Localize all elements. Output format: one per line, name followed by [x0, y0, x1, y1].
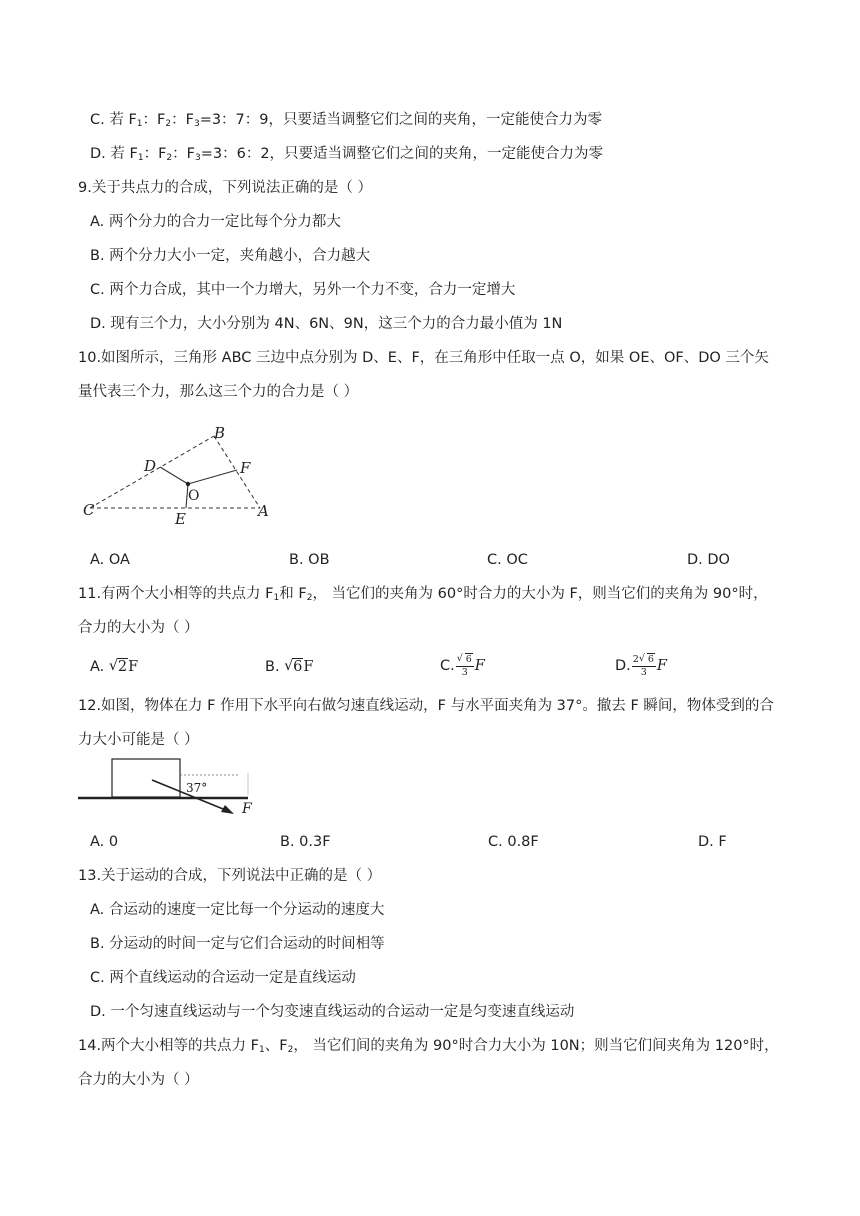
q12-option-a: A. 0: [90, 834, 119, 850]
q11-stem-line1: 11.有两个大小相等的共点力 $F_1$和 $F_2$， 当它们的夹角为 60°时合力的大小为 F，则当它们的夹角为 90°时，: [78, 586, 768, 603]
q10-option-b: B. OB: [289, 552, 330, 568]
force-label: F: [242, 801, 252, 817]
q10-stem-line1: 10.如图所示，三角形 ABC 三边中点分别为 D、E、F，在三角形中任取一点 O，如果 OE、OF、DO 三个矢: [78, 350, 769, 366]
label-o: O: [188, 488, 200, 504]
block-force-figure: [78, 755, 268, 825]
q11-option-b: B. √ 6F: [265, 657, 313, 677]
q8-option-d: D. 若 $F_1$：$F_2$：$F_3=3$：6：2，只要适当调整它们之间的夹角，一定能使合力为零: [90, 146, 604, 163]
q13-stem: 13.关于运动的合成，下列说法中正确的是（ ）: [78, 868, 382, 884]
q14-stem-line1: 14.两个大小相等的共点力 $F_1$、$F_2$， 当它们间的夹角为 90°时合力大小为 10N；则当它们间夹角为 120°时，: [78, 1038, 779, 1055]
label-f: F: [240, 459, 251, 477]
q11-option-a: A. √ 2F: [90, 657, 138, 677]
q12-option-c: C. 0.8F: [488, 834, 539, 850]
q12-stem-line2: 力大小可能是（ ）: [78, 732, 199, 748]
q8-option-c: C. 若 $F_1$：$F_2$：$F_3=3$：7：9，只要适当调整它们之间的夹角，一定能使合力为零: [90, 112, 603, 129]
q13-option-c: C. 两个直线运动的合运动一定是直线运动: [90, 970, 356, 986]
segment-of: [188, 470, 237, 484]
segment-od: [160, 467, 188, 484]
q11-option-d: D. $\frac{2√ 6}{3}$ F: [615, 655, 667, 677]
q11-option-c: C. √ $\frac{6}{3}$ F: [440, 655, 485, 677]
block: [112, 759, 180, 797]
q10-option-d: D. DO: [687, 552, 730, 568]
q9-option-d: D. 现有三个力，大小分别为 4N、6N、9N，这三个力的合力最小值为 1N: [90, 316, 563, 332]
q10-option-c: C. OC: [487, 552, 528, 568]
q13-option-a: A. 合运动的速度一定比每一个分运动的速度大: [90, 902, 385, 918]
q9-stem: 9.关于共点力的合成，下列说法正确的是（ ）: [78, 180, 372, 196]
q12-stem-line1: 12.如图，物体在力 F 作用下水平向右做匀速直线运动，F 与水平面夹角为 37°。撤去 F 瞬间，物体受到的合: [78, 698, 774, 714]
q9-option-b: B. 两个分力大小一定，夹角越小，合力越大: [90, 248, 371, 264]
point-o: [186, 482, 190, 486]
triangle-side-ba: [214, 436, 260, 508]
q9-option-c: C. 两个力合成，其中一个力增大，另外一个力不变，合力一定增大: [90, 282, 516, 298]
label-b: B: [214, 424, 226, 442]
q11-stem-line2: 合力的大小为（ ）: [78, 620, 199, 636]
label-e: E: [175, 510, 186, 528]
q13-option-d: D. 一个匀速直线运动与一个匀变速直线运动的合运动一定是匀变速直线运动: [90, 1004, 575, 1020]
label-d: D: [144, 457, 157, 475]
q12-option-d: D. F: [698, 834, 727, 850]
angle-label: 37°: [186, 781, 208, 795]
q14-stem-line2: 合力的大小为（ ）: [78, 1072, 199, 1088]
force-arrow-head: [221, 805, 234, 814]
q10-stem-line2: 量代表三个力，那么这三个力的合力是（ ）: [78, 384, 359, 400]
triangle-figure: [78, 420, 278, 530]
q13-option-b: B. 分运动的时间一定与它们合运动的时间相等: [90, 936, 385, 952]
q10-option-a: A. OA: [90, 552, 130, 568]
label-a: A: [258, 502, 269, 520]
q12-option-b: B. 0.3F: [280, 834, 331, 850]
label-c: C: [83, 501, 95, 519]
q9-option-a: A. 两个分力的合力一定比每个分力都大: [90, 214, 341, 230]
